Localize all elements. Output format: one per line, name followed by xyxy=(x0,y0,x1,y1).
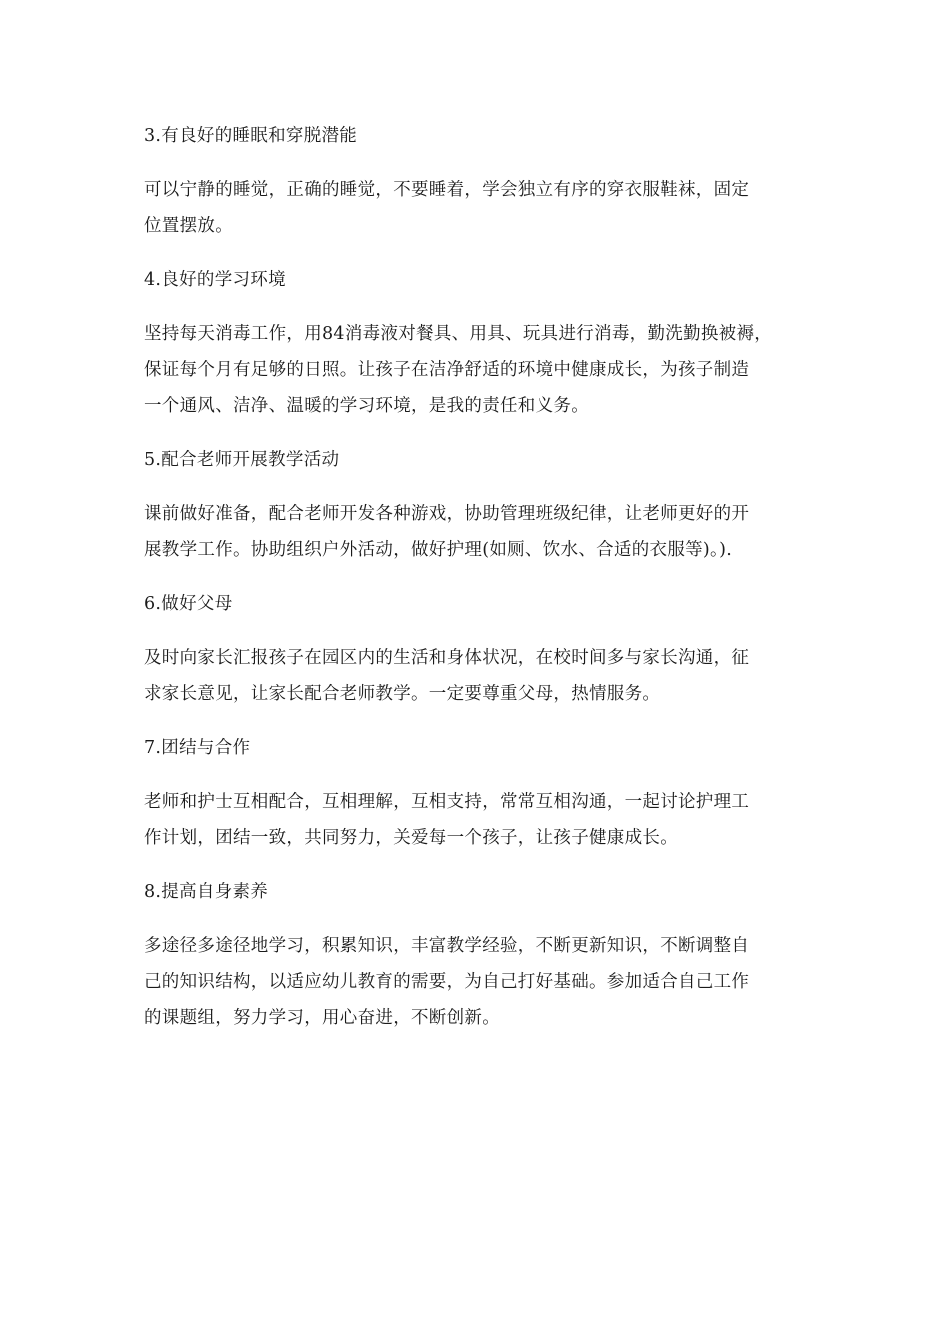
paragraph-line: 位置摆放。 xyxy=(144,216,233,236)
paragraph-line: 己的知识结构，以适应幼儿教育的需要，为自己打好基础。参加适合自己工作 xyxy=(144,972,750,992)
section-heading: 3.有良好的睡眠和穿脱潜能 xyxy=(144,126,358,146)
section-heading: 7.团结与合作 xyxy=(144,738,251,758)
paragraph-line: 展教学工作。协助组织户外活动，做好护理(如厕、饮水、合适的衣服等)。). xyxy=(144,540,733,560)
paragraph-line: 求家长意见，让家长配合老师教学。一定要尊重父母，热情服务。 xyxy=(144,684,661,704)
section-paragraph xyxy=(144,784,812,856)
paragraph-line: 多途径多途径地学习，积累知识，丰富教学经验，不断更新知识，不断调整自 xyxy=(144,936,750,956)
section-8 xyxy=(144,874,812,1036)
section-paragraph xyxy=(144,172,812,244)
section-paragraph xyxy=(144,640,812,712)
section-heading: 8.提高自身素养 xyxy=(144,882,269,902)
section-heading: 4.良好的学习环境 xyxy=(144,270,286,290)
paragraph-line: 作计划，团结一致，共同努力，关爱每一个孩子，让孩子健康成长。 xyxy=(144,828,678,848)
paragraph-line: 及时向家长汇报孩子在园区内的生活和身体状况，在校时间多与家长沟通，征 xyxy=(144,648,750,668)
paragraph-line: 保证每个月有足够的日照。让孩子在洁净舒适的环境中健康成长，为孩子制造 xyxy=(144,360,750,380)
section-paragraph xyxy=(144,496,812,568)
paragraph-line: 一个通风、洁净、温暖的学习环境，是我的责任和义务。 xyxy=(144,396,589,416)
section-6 xyxy=(144,586,812,712)
paragraph-line: 坚持每天消毒工作，用84消毒液对餐具、用具、玩具进行消毒，勤洗勤换被褥， xyxy=(144,324,773,344)
paragraph-line: 课前做好准备，配合老师开发各种游戏，协助管理班级纪律，让老师更好的开 xyxy=(144,504,750,524)
section-heading: 6.做好父母 xyxy=(144,594,233,614)
section-heading: 5.配合老师开展教学活动 xyxy=(144,450,340,470)
paragraph-line: 老师和护士互相配合，互相理解，互相支持，常常互相沟通，一起讨论护理工 xyxy=(144,792,750,812)
document-body xyxy=(144,118,812,1054)
section-3 xyxy=(144,118,812,244)
paragraph-line: 可以宁静的睡觉，正确的睡觉，不要睡着，学会独立有序的穿衣服鞋袜，固定 xyxy=(144,180,750,200)
section-7 xyxy=(144,730,812,856)
section-paragraph xyxy=(144,928,812,1036)
section-5 xyxy=(144,442,812,568)
paragraph-line: 的课题组，努力学习，用心奋进，不断创新。 xyxy=(144,1008,500,1028)
section-4 xyxy=(144,262,812,424)
section-paragraph xyxy=(144,316,812,424)
